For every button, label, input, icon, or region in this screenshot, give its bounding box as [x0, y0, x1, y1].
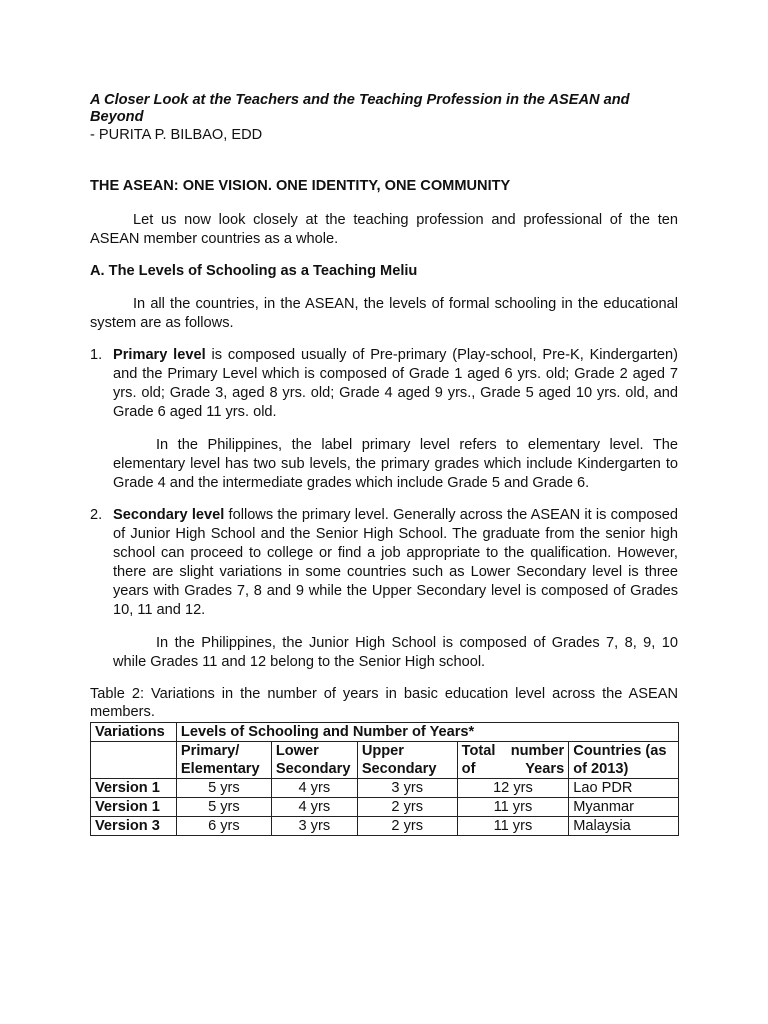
table-row: [91, 817, 679, 836]
list-item-primary: [90, 346, 678, 422]
column-header: Primary/ Elementary: [176, 742, 271, 779]
empty-header-cell: [91, 742, 177, 779]
list-item-secondary: [90, 506, 678, 620]
list-number: 1.: [90, 347, 103, 363]
table-subheader-row: [91, 742, 679, 779]
table-caption: Table 2: Variations in the number of years in basic education level across the ASEAN members.: [90, 686, 678, 720]
column-header: Countries (as of 2013): [569, 742, 679, 779]
primary-level-text: is composed usually of Pre-primary (Play-school, Pre-K, Kindergarten) and the Primary Level which is composed of Grade 1 aged 6 yrs. old; Grade 2 aged 7 yrs. old; Grade 3, aged 8 yrs. old; Grade 4 aged 9 yrs., Grade 5 aged 10 yrs. old, and Grade 6 aged 11 yrs. old.: [113, 347, 678, 420]
list-number: 2.: [90, 507, 103, 523]
intro-paragraph: Let us now look closely at the teaching profession and professional of the ten ASEAN member countries as a whole.: [90, 212, 678, 247]
primary-cell: 6 yrs: [176, 817, 271, 836]
lower-cell: 4 yrs: [271, 779, 357, 798]
table-row: [91, 779, 679, 798]
total-cell: 12 yrs: [457, 779, 569, 798]
variation-cell: Version 3: [91, 817, 177, 836]
country-cell: Myanmar: [569, 798, 679, 817]
total-cell: 11 yrs: [457, 817, 569, 836]
primary-cell: 5 yrs: [176, 798, 271, 817]
primary-cell: 5 yrs: [176, 779, 271, 798]
country-cell: Malaysia: [569, 817, 679, 836]
levels-header: Levels of Schooling and Number of Years*: [176, 723, 678, 742]
sub-heading: A. The Levels of Schooling as a Teaching Meliu: [90, 263, 418, 279]
upper-cell: 3 yrs: [357, 779, 457, 798]
levels-intro-paragraph: In all the countries, in the ASEAN, the levels of formal schooling in the educational system are as follows.: [90, 296, 678, 331]
document-title: A Closer Look at the Teachers and the Teaching Profession in the ASEAN and Beyond: [90, 92, 630, 125]
secondary-level-text: follows the primary level. Generally across the ASEAN it is composed of Junior High School and the Senior High School. The graduate from the senior high school can proceed to college or find a job appropriate to the qualification. However, there are slight variations in some countries such as Lower Secondary level is three years with Grades 7, 8 and 9 while the Upper Secondary level is composed of Grades 10, 11 and 12.: [113, 507, 678, 618]
table-header-row: [91, 723, 679, 742]
upper-cell: 2 yrs: [357, 798, 457, 817]
term-primary-level: Primary level: [113, 347, 206, 363]
total-cell: 11 yrs: [457, 798, 569, 817]
primary-note-paragraph: In the Philippines, the label primary level refers to elementary level. The elementary level has two sub levels, the primary grades which include Kindergarten to Grade 4 and the intermediate grades which include Grade 5 and Grade 6.: [113, 437, 678, 491]
document-page: [90, 92, 678, 836]
column-header: Upper Secondary: [357, 742, 457, 779]
lower-cell: 4 yrs: [271, 798, 357, 817]
column-header: Total number of Years: [457, 742, 569, 779]
section-heading: THE ASEAN: ONE VISION. ONE IDENTITY, ONE COMMUNITY: [90, 178, 511, 194]
variation-cell: Version 1: [91, 779, 177, 798]
secondary-note-paragraph: In the Philippines, the Junior High School is composed of Grades 7, 8, 9, 10 while Grades 11 and 12 belong to the Senior High school.: [113, 635, 678, 670]
term-secondary-level: Secondary level: [113, 507, 225, 523]
variation-cell: Version 1: [91, 798, 177, 817]
table-row: [91, 798, 679, 817]
document-author: - PURITA P. BILBAO, EDD: [90, 127, 263, 143]
lower-cell: 3 yrs: [271, 817, 357, 836]
education-levels-table: [90, 722, 679, 836]
country-cell: Lao PDR: [569, 779, 679, 798]
upper-cell: 2 yrs: [357, 817, 457, 836]
variations-header: Variations: [91, 723, 177, 742]
column-header: Lower Secondary: [271, 742, 357, 779]
